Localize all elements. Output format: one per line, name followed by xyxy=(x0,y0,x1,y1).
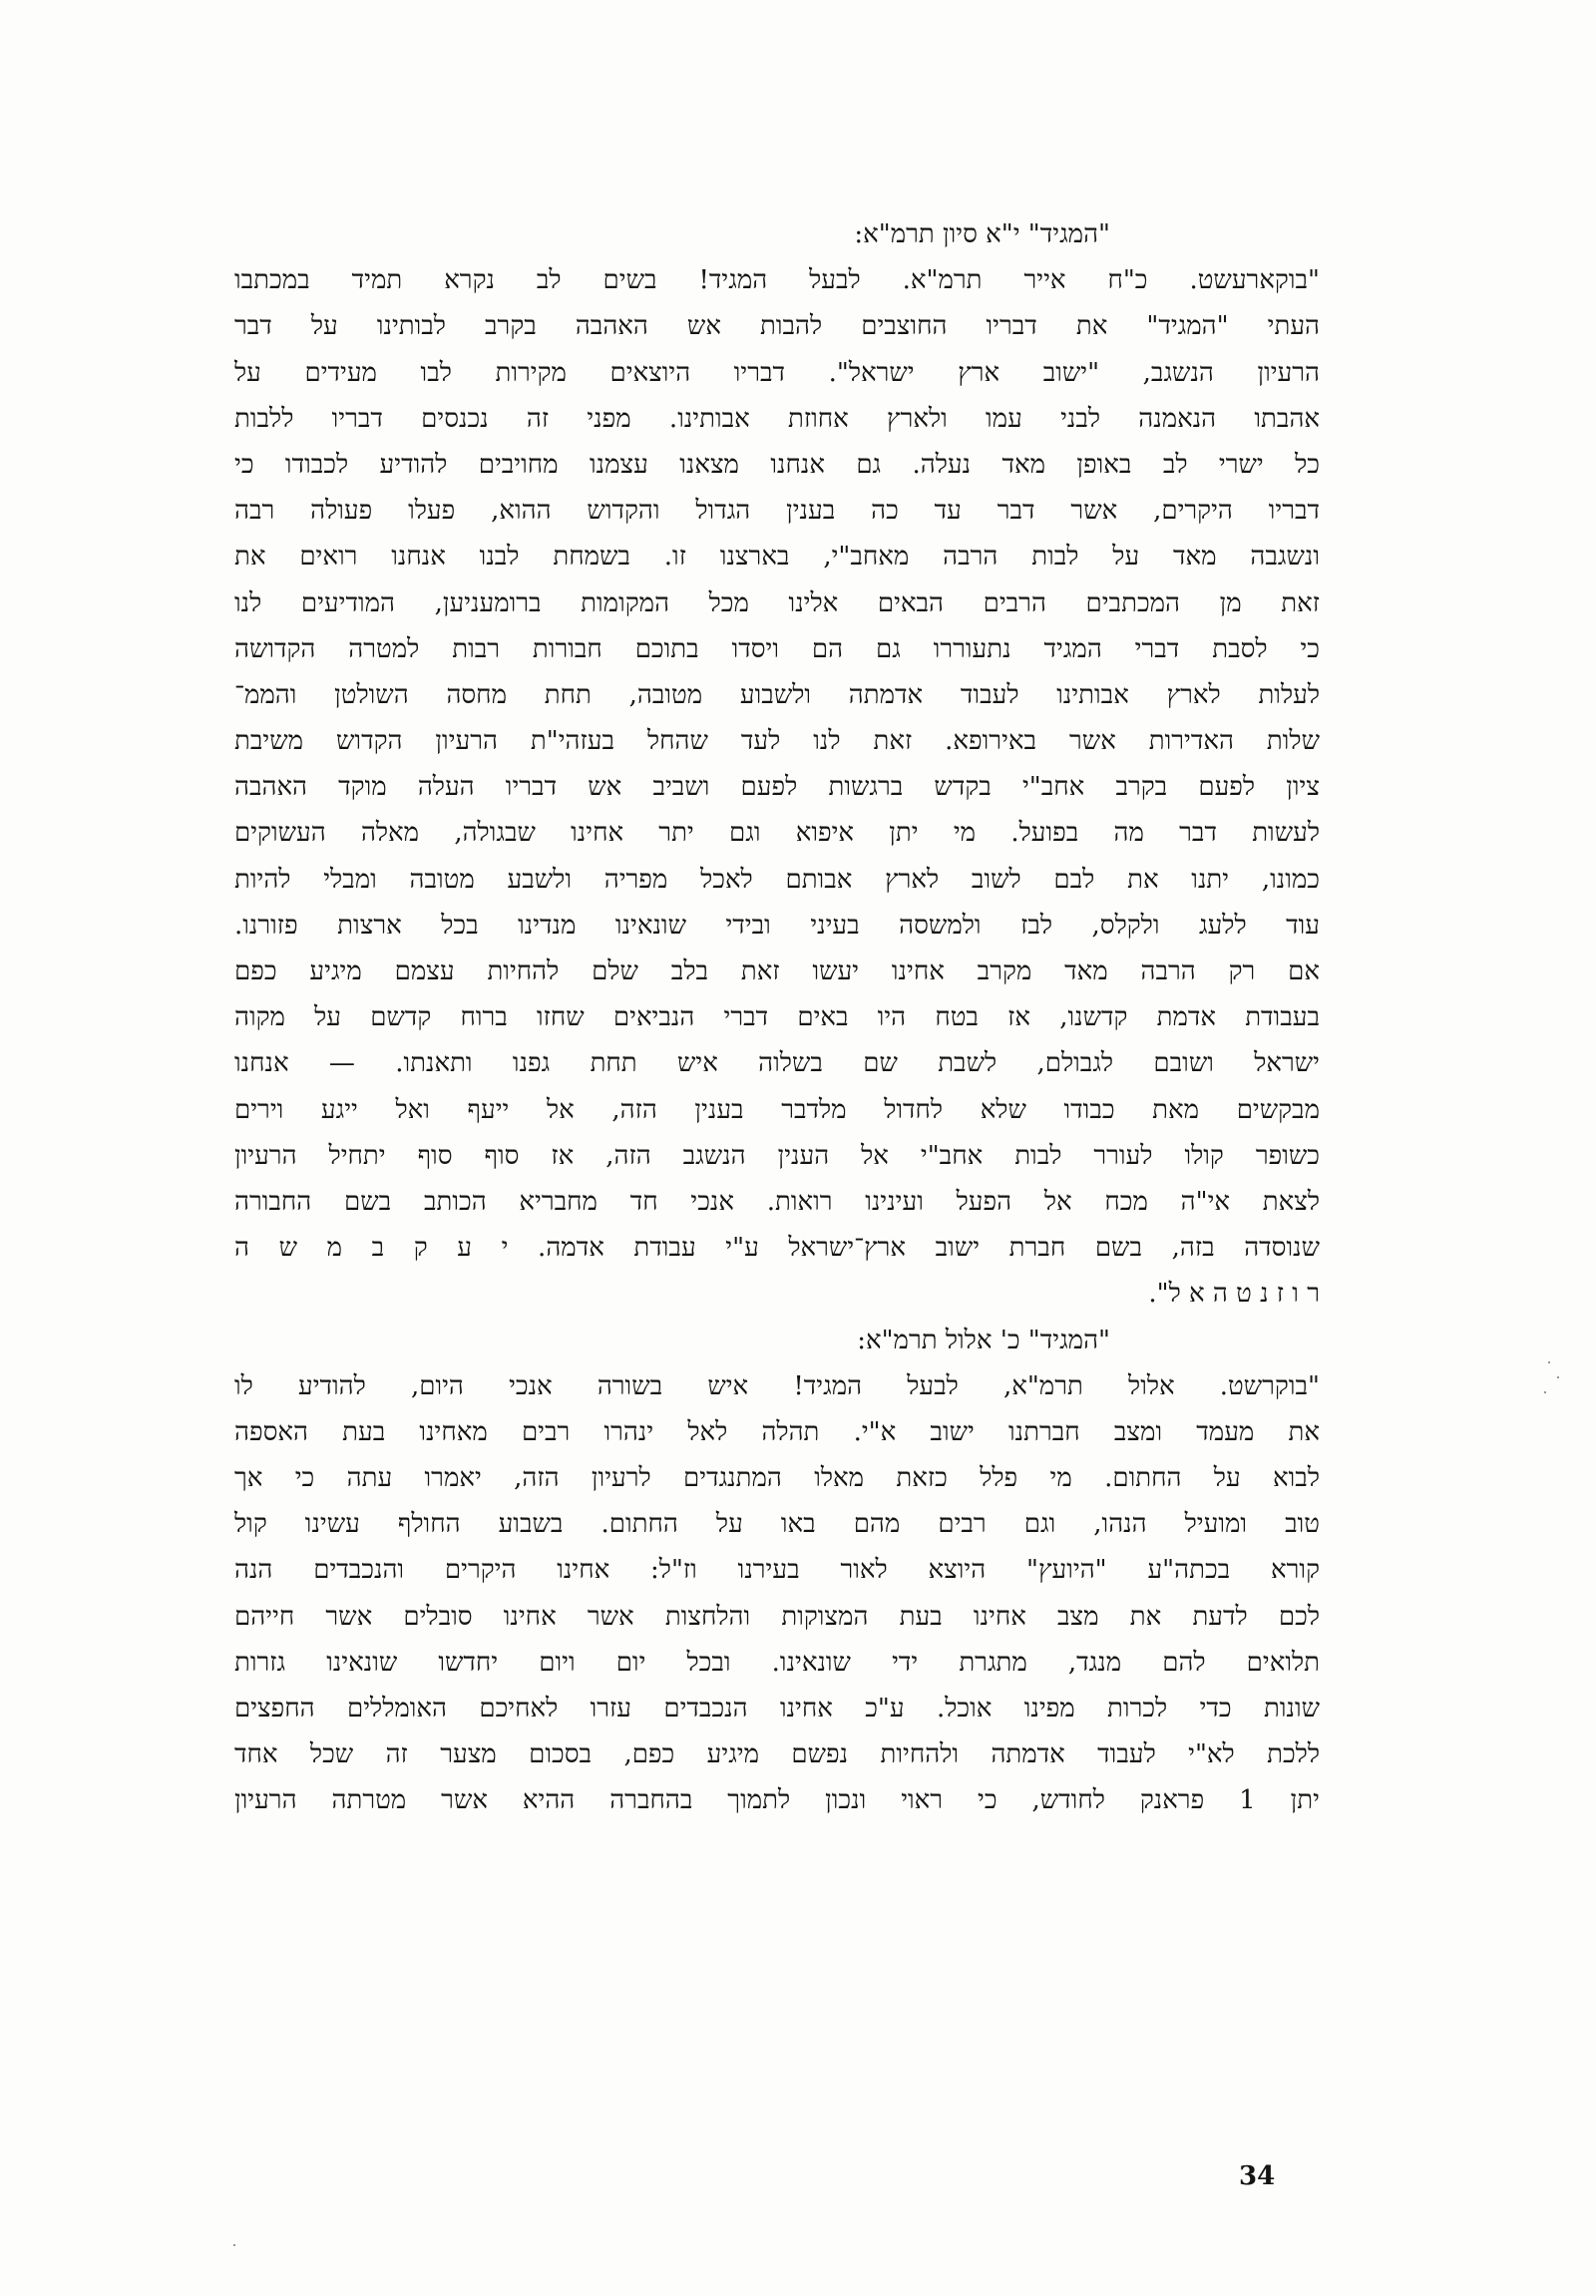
text-line: קורא בכתה"ע "היועץ" היוצא לאור בעירנו וז"ל: אחינו היקרים והנכבדים הנה xyxy=(234,1555,1320,1586)
text-line: לבוא על החתום. מי פלל כזאת מאלו המתנגדים לרעיון הזה, יאמרו עתה כי אך xyxy=(234,1463,1320,1494)
text-line: כל ישרי לב באופן מאד נעלה. גם אנחנו מצאנו עצמנו מחויבים להודיע לכבודו כי xyxy=(234,449,1320,480)
text-line: כמונו, יתנו את לבם לשוב לארץ אבותם לאכל מפריה ולשבע מטובה ומבלי להיות xyxy=(234,864,1320,895)
letter-heading: "המגיד" י"א סיון תרמ"א: xyxy=(854,219,1110,249)
text-line: תלואים להם מנגד, מתגרת ידי שונאינו. ובכל יום ויום יחדשו שונאינו גזרות xyxy=(234,1647,1320,1678)
text-line: מבקשים מאת כבודו שלא לחדול מלדבר בענין הזה, אל ייעף ואל ייגע וירים xyxy=(234,1094,1320,1125)
text-line: ללכת לא"י לעבוד אדמתה ולהחיות נפשם מיגיע כפם, בסכום מצער זה שכל אחד xyxy=(234,1739,1320,1770)
letter-heading: "המגיד" כ' אלול תרמ"א: xyxy=(857,1325,1110,1355)
text-line: כשופר קולו לעורר לבות אחב"י אל הענין הנשגב הזה, אז סוף סוף יתחיל הרעיון xyxy=(234,1140,1320,1171)
text-line: ישראל ושובם לגבולם, לשבת שם בשלוה איש תחת גפנו ותאנתו. — אנחנו xyxy=(234,1048,1320,1079)
text-line: שנוסדה בזה, בשם חברת ישוב ארץ־ישראל ע"י עבודת אדמה. י ע ק ב מ ש ה xyxy=(234,1233,1320,1264)
text-line: אהבתו הנאמנה לבני עמו ולארץ אחוזת אבותינו. מפני זה נכנסים דבריו ללבות xyxy=(234,403,1320,434)
text-line: "בוקארעשט. כ"ח אייר תרמ"א. לבעל המגיד! בשים לב נקרא תמיד במכתבו xyxy=(234,265,1320,296)
scan-speck xyxy=(233,2244,235,2246)
hebrew-text-block xyxy=(234,211,1320,1824)
text-line: לצאת אי"ה מכח אל הפעל ועינינו רואות. אנכי חד מחבריא הכותב בשם החבורה xyxy=(234,1186,1320,1217)
text-line: ר ו ז נ ט ה א ל". xyxy=(1148,1279,1320,1310)
text-line: עוד ללעג ולקלס, לבז ולמשסה בעיני ובידי שונאינו מנדינו בכל ארצות פזורנו. xyxy=(234,910,1320,941)
text-line: זאת מן המכתבים הרבים הבאים אלינו מכל המקומות ברומעניען, המודיעים לנו xyxy=(234,587,1320,618)
text-line: כי לסבת דברי המגיד נתעוררו גם הם ויסדו בתוכם חבורות רבות למטרה הקדושה xyxy=(234,633,1320,664)
text-line: שלות האדירות אשר באירופא. זאת לנו לעד שהחל בעזהי"ת הרעיון הקדוש משיבת xyxy=(234,726,1320,757)
text-line: דבריו היקרים, אשר דבר עד כה בענין הגדול והקדוש ההוא, פעלו פעולה רבה xyxy=(234,496,1320,527)
text-line: לעלות לארץ אבותינו לעבוד אדמתה ולשבוע מטובה, תחת מחסה השולטן והממ־ xyxy=(234,679,1320,710)
text-line: לכם לדעת את מצב אחינו בעת המצוקות והלחצות אשר אחינו סובלים אשר חייהם xyxy=(234,1601,1320,1632)
text-line: הרעיון הנשגב, "ישוב ארץ ישראל". דבריו היוצאים מקירות לבו מעידים על xyxy=(234,357,1320,388)
text-line: העתי "המגיד" את דבריו החוצבים להבות אש האהבה בקרב לבותינו על דבר xyxy=(234,311,1320,342)
text-line: בעבודת אדמת קדשנו, אז בטח היו באים דברי הנביאים שחזו ברוח קדשם על מקוה xyxy=(234,1002,1320,1033)
text-line: יתן 1 פראנק לחודש, כי ראוי ונכון לתמוך בהחברה ההיא אשר מטרתה הרעיון xyxy=(234,1785,1320,1816)
text-line: את מעמד ומצב חברתנו ישוב א"י. תהלה לאל ינהרו רבים מאחינו בעת האספה xyxy=(234,1416,1320,1447)
text-line: אם רק הרבה מאד מקרב אחינו יעשו זאת בלב שלם להחיות עצמם מיגיע כפם xyxy=(234,957,1320,986)
page-number: 34 xyxy=(1239,2161,1276,2191)
scan-speck xyxy=(1544,1391,1546,1393)
text-line: לעשות דבר מה בפועל. מי יתן איפוא וגם יתר אחינו שבגולה, מאלה העשוקים xyxy=(234,818,1320,849)
scan-speck xyxy=(1557,1376,1559,1378)
scan-speck xyxy=(1548,1361,1550,1363)
text-line: ונשגבה מאד על לבות הרבה מאחב"י, בארצנו זו. בשמחת לבנו אנחנו רואים את xyxy=(234,542,1320,573)
text-line: שונות כדי לכרות מפינו אוכל. ע"כ אחינו הנכבדים עזרו לאחיכם האומללים החפצים xyxy=(234,1694,1320,1723)
text-line: "בוקרשט. אלול תרמ"א, לבעל המגיד! איש בשורה אנכי היום, להודיע לו xyxy=(234,1370,1320,1401)
text-line: ציון לפעם בקרב אחב"י בקדש ברגשות לפעם ושביב אש דבריו העלה מוקד האהבה xyxy=(234,772,1320,803)
text-line: טוב ומועיל הנהו, וגם רבים מהם באו על החתום. בשבוע החולף עשינו קול xyxy=(234,1509,1320,1540)
